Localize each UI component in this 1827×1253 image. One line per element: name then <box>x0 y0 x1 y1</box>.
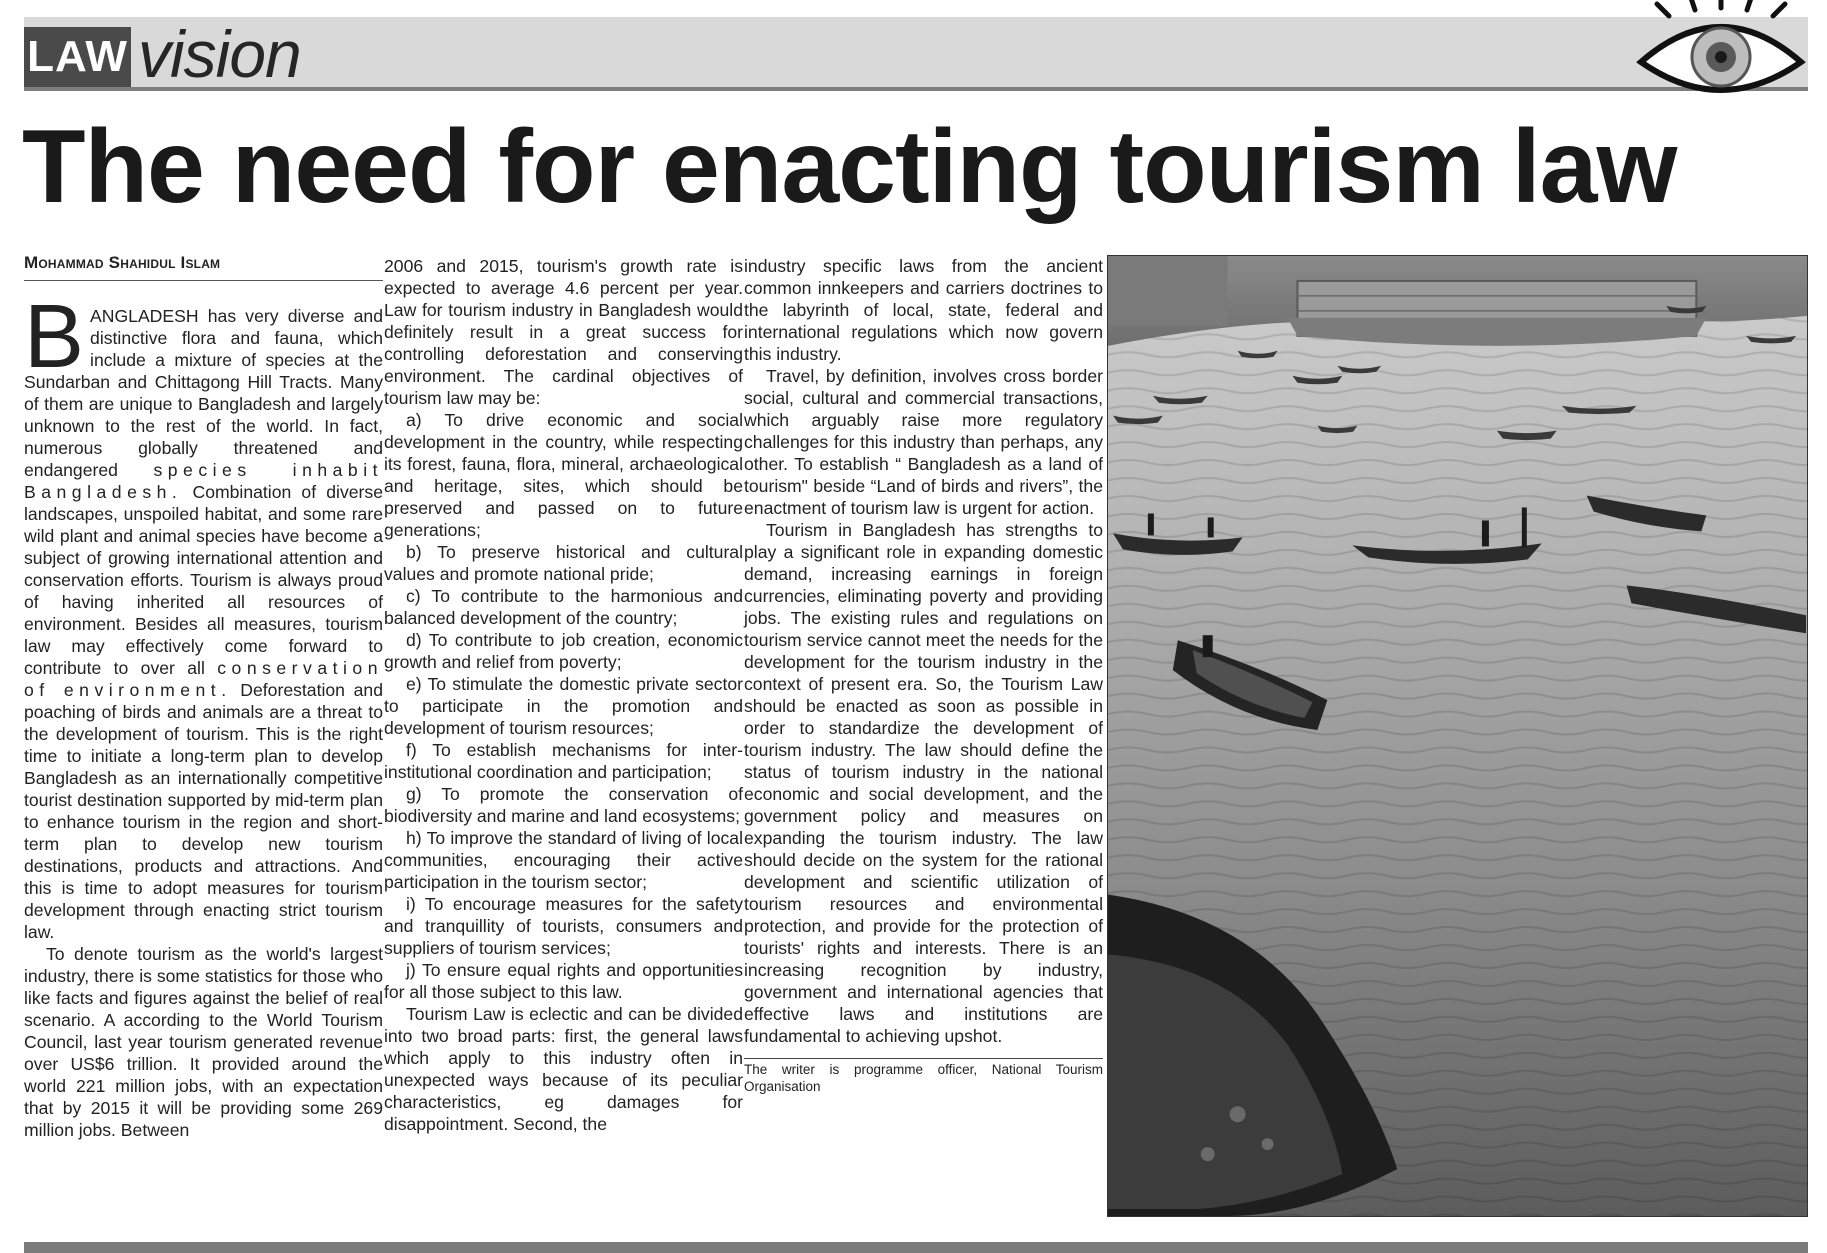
eye-icon <box>1633 0 1808 112</box>
objective-item: b) To preserve historical and cultural values and promote national pride; <box>384 542 743 584</box>
footer-rule <box>24 1242 1808 1253</box>
river-boats-photo <box>1107 255 1808 1217</box>
objective-item: g) To promote the conservation of biodiversity and marine and land ecosystems; <box>384 784 743 826</box>
text-run: conservation of environment. <box>24 658 383 700</box>
article-column-1 <box>24 287 384 1141</box>
paragraph: To denote tourism as the world's largest industry, there is some statistics for those who like facts and figures against the belief of real scenario. A according to the World Tourism Council, last year tourism generated revenue over US$6 trillion. It provided around the world 221 million jobs, with an expectation that by 2015 it will be providing some 269 million jobs. Between <box>24 944 383 1140</box>
section-label-law: LAW <box>24 27 131 87</box>
objective-item: h) To improve the standard of living of local communities, encouraging their active participation in the tourism sector; <box>384 828 743 892</box>
article-column-2 <box>384 255 743 1135</box>
paragraph: Tourism in Bangladesh has strengths to play a significant role in expanding domestic demand, increasing earnings in foreign currencies, eliminating poverty and providing jobs. The existing rules and regulations on tourism service cannot meet the needs for the development for the tourism industry in the context of present era. So, the Tourism Law should be enacted as soon as possible in order to standardize the development of tourism industry. The law should define the status of tourism industry in the national economic and social development, and the government policy and measures on expanding the tourism industry. The law should decide on the system for the rational development and scientific utilization of tourism resources and environmental protection, and provide for the protection of tourists' rights and interests. There is an increasing recognition by industry, government and international agencies that effective laws and institutions are fundamental to achieving upshot. <box>744 520 1103 1046</box>
section-label-vision: vision <box>138 17 301 91</box>
text-run: species inhabit Bangladesh. <box>24 460 384 502</box>
objective-item: j) To ensure equal rights and opportunities for all those subject to this law. <box>384 960 743 1002</box>
article-headline: The need for enacting tourism law <box>22 109 1677 225</box>
paragraph <box>24 287 384 943</box>
objective-item: f) To establish mechanisms for inter-institutional coordination and participation; <box>384 740 743 782</box>
objective-item: e) To stimulate the domestic private sector to participate in the promotion and development of tourism resources; <box>384 674 743 738</box>
text-run: ANGLADESH has very diverse and distinctive flora and fauna, which include a mixture of species at the Sundarban and Chittagong Hill Tracts. Many of them are unique to Bangladesh and largely unknown to the rest of the world. In fact, numerous globally threatened and endangered <box>24 306 383 480</box>
article-column-3 <box>744 255 1103 1095</box>
paragraph: industry specific laws from the ancient common innkeepers and carriers doctrines to the labyrinth of local, state, federal and international regulations which now govern this industry. <box>744 256 1103 364</box>
paragraph: 2006 and 2015, tourism's growth rate is expected to average 4.6 percent per year. Law for tourism industry in Bangladesh would definitely result in a great success for controlling deforestation and conserving environment. The cardinal objectives of tourism law may be: <box>384 256 743 408</box>
paragraph: Tourism Law is eclectic and can be divided into two broad parts: first, the general laws which apply to this industry often in unexpected ways because of its peculiar characteristics, eg damages for disappointment. Second, the <box>384 1004 743 1134</box>
text-run: Combination of diverse landscapes, unspoiled habitat, and some rare wild plant and animal species have become a subject of growing international attention and conservation efforts. Tourism is always proud of having inherited all resources of environment. Besides all measures, tourism law may effectively come forward to contribute to over all <box>24 482 383 678</box>
objective-item: c) To contribute to the harmonious and balanced development of the country; <box>384 586 743 628</box>
objective-item: i) To encourage measures for the safety and tranquillity of tourists, consumers and suppliers of tourism services; <box>384 894 743 958</box>
objective-item: a) To drive economic and social development in the country, while respecting its forest, fauna, flora, mineral, archaeological and heritage, sites, which should be preserved and passed on to future generations; <box>384 410 743 540</box>
byline: Mohammad Shahidul Islam <box>24 253 383 281</box>
text-run: Deforestation and poaching of birds and animals are a threat to the development of tourism. This is the right time to initiate a long-term plan to develop Bangladesh as an internationally competitive tourist destination supported by mid-term plan to enhance tourism in the region and short-term plan to develop new tourism destinations, products and attractions. And this is time to adopt measures for tourism development through enacting strict tourism law. <box>24 680 383 942</box>
drop-cap: B <box>24 287 85 387</box>
paragraph: Travel, by definition, involves cross border social, cultural and commercial transactions, which arguably raise more regulatory challenges for this industry than perhaps, any other. To establish “ Bangladesh as a land of tourism" beside “Land of birds and rivers”, the enactment of tourism law is urgent for action. <box>744 366 1103 518</box>
section-banner <box>24 17 1808 91</box>
objective-item: d) To contribute to job creation, economic growth and relief from poverty; <box>384 630 743 672</box>
writer-note: The writer is programme officer, National Tourism Organisation <box>744 1058 1103 1095</box>
